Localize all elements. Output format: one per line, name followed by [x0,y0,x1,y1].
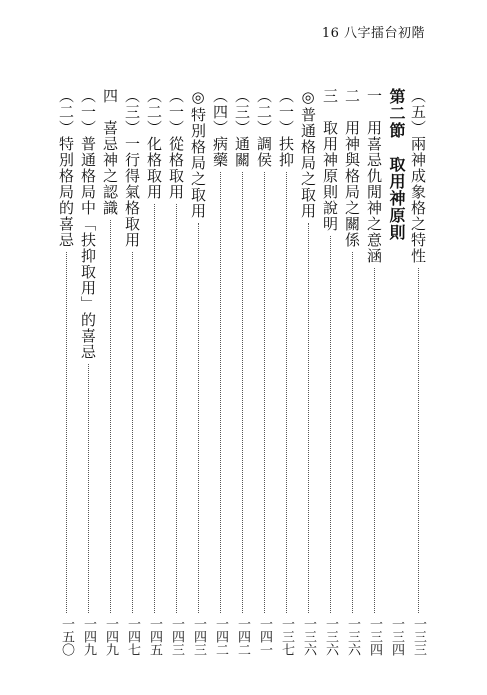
dot-leader [176,204,177,613]
toc-entry-page: 一四二 [213,617,228,656]
toc-entry[interactable] [297,88,319,656]
toc-entry-page: 一三六 [301,617,316,656]
toc-section-heading[interactable] [385,88,407,656]
toc-entry[interactable] [55,88,77,656]
toc-entry[interactable] [275,88,297,656]
dot-leader [374,268,375,613]
dot-leader [154,204,155,613]
toc-entry-page: 一三四 [389,617,404,656]
toc-entry-title: （三）通關 [233,88,251,168]
toc-entry[interactable] [253,88,275,656]
toc-entry-title: ◎特別格局之取用 [189,88,207,219]
toc-entry-title: （二）特別格局的喜忌 [57,88,75,248]
toc-entry-page: 一三三 [411,617,426,656]
dot-leader [418,268,419,613]
toc-entry[interactable] [121,88,143,656]
toc-entry-title: （五）兩神成象格之特性 [409,88,427,264]
toc-entry[interactable] [209,88,231,656]
toc-entry[interactable] [407,88,429,656]
toc-entry-page: 一四二 [235,617,250,656]
toc-entry-title: 二 用神與格局之關係 [343,88,361,248]
toc-entry[interactable] [231,88,253,656]
toc-entry-page: 一五〇 [59,617,74,656]
toc-entry-title: 四 喜忌神之認識 [101,88,119,216]
toc-entry-title: 第二節 取用神原則 [387,88,406,241]
dot-leader [308,223,309,613]
toc-entry[interactable] [187,88,209,656]
toc-entry-title: （一）扶抑 [277,88,295,168]
dot-leader [242,172,243,613]
toc-entry-title: （三）一行得氣格取用 [123,88,141,248]
toc-entry-title: （二）化格取用 [145,88,163,200]
toc-entry-title: （一）從格取用 [167,88,185,200]
toc-entry[interactable] [165,88,187,656]
toc-entry-page: 一三六 [345,617,360,656]
dot-leader [88,364,89,613]
dot-leader [286,172,287,613]
toc-entry-page: 一四三 [169,617,184,656]
toc-entry-page: 一三六 [323,617,338,656]
toc-entry[interactable] [341,88,363,656]
dot-leader [198,223,199,613]
dot-leader [264,172,265,613]
toc-entry-title: 三 取用神原則說明 [321,88,339,232]
toc-entry-page: 一三四 [367,617,382,656]
toc-entry-page: 一三七 [279,617,294,656]
toc-entry-page: 一四九 [103,617,118,656]
running-header: 16 八字擂台初階 [321,26,425,41]
dot-leader [330,236,331,613]
toc-entry-title: （一）普通格局中「扶抑取用」的喜忌 [79,88,97,360]
toc-entry-title: （四）病藥 [211,88,229,168]
toc-entry-page: 一四五 [147,617,162,656]
toc-entry[interactable] [319,88,341,656]
dot-leader [220,172,221,613]
toc-entry[interactable] [99,88,121,656]
toc-entry-title: 一 用喜忌仇閒神之意涵 [365,88,383,264]
toc-entry[interactable] [363,88,385,656]
dot-leader [132,252,133,613]
toc-entry-title: ◎普通格局之取用 [299,88,317,219]
toc-entry-page: 一四七 [125,617,140,656]
toc-entry[interactable] [77,88,99,656]
toc-entry-page: 一四九 [81,617,96,656]
toc-entry-page: 一四三 [191,617,206,656]
dot-leader [110,220,111,613]
dot-leader [352,252,353,613]
table-of-contents [55,88,429,656]
toc-entry-page: 一四一 [257,617,272,656]
dot-leader [66,252,67,613]
toc-entry-title: （二）調侯 [255,88,273,168]
toc-entry[interactable] [143,88,165,656]
